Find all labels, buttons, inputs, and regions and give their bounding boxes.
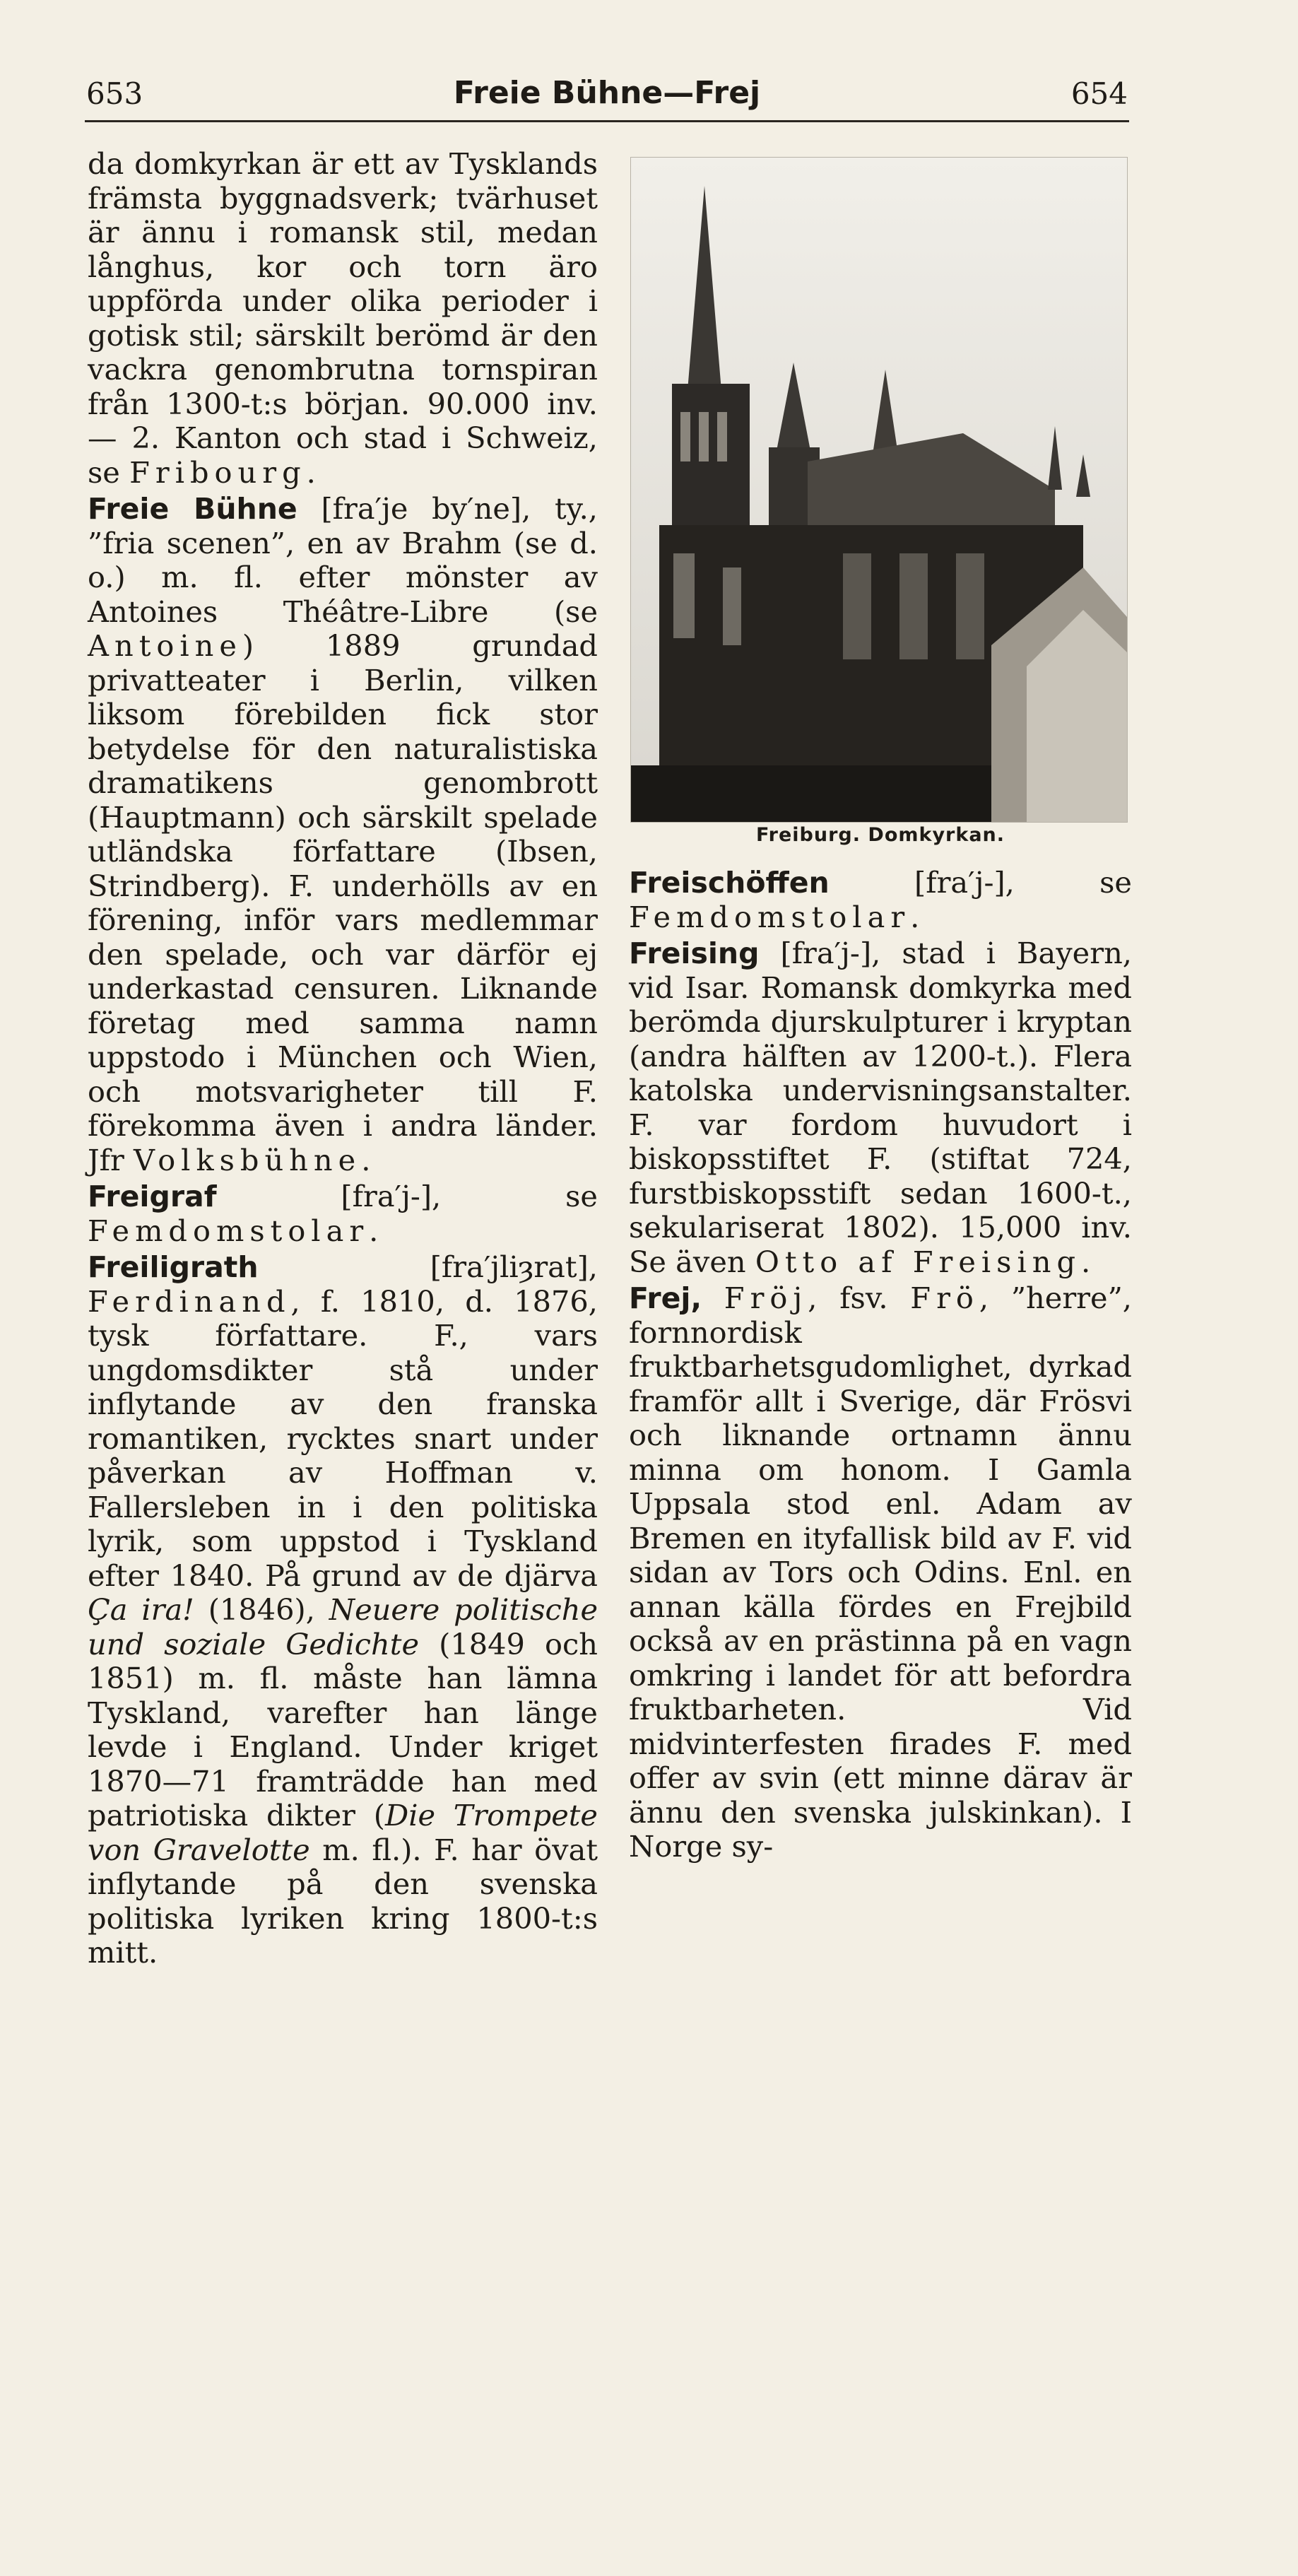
page-header <box>85 71 1129 122</box>
entry-continuation: da domkyrkan är ett av Tysklands främsta byggnadsverk; tvärhuset är ännu i romansk stil, medan långhus, kor och torn äro uppförda under olika perioder i gotisk stil; särskilt berömd är den vackra genombrutna tornspiran från 1300-t:s början. 90.000 inv. — 2. Kanton och stad i Schweiz, se Fribourg. <box>88 146 598 490</box>
entry-frej: Frej, Fröj, fsv. Frö, ”herre”, fornnordisk fruktbarhetsgudomlighet, dyrkad framför allt i Sverige, där Frösvi och liknande ortnamn ännu minna om honom. I Gamla Uppsala stod enl. Adam av Bremen en ityfallisk bild av F. vid sidan av Tors och Odins. Enl. en annan källa fördes en Frejbild också av en prästinna på en vagn omkring i landet för att befordra fruktbarheten. Vid midvinterfesten firades F. med offer av svin (ett minne därav är ännu den svenska julskinkan). I Norge sy- <box>629 1281 1132 1864</box>
entry-freischoffen: Freischöffen [fra′j-], se Femdomstolar. <box>629 865 1132 934</box>
cathedral-photo <box>630 157 1128 823</box>
page-number-left: 653 <box>86 76 143 111</box>
work-title: Die Trompete von Gravelotte <box>88 1798 598 1867</box>
cross-reference: Fribourg <box>129 454 307 490</box>
headword: Freising <box>629 936 760 970</box>
right-column <box>629 866 1132 2576</box>
left-column <box>88 146 598 1970</box>
figure-caption: Freiburg. Domkyrkan. <box>755 824 1005 846</box>
cross-reference: Otto af Freising <box>755 1244 1082 1279</box>
headword: Freie Bühne <box>88 492 297 526</box>
headword: Freischöffen <box>629 866 830 900</box>
entry-freiligrath: Freiligrath [fra′jliȝrat], Ferdinand, f. 1810, d. 1876, tysk författare. F., vars ungdomsdikter stå under inflytande av den franska romantiken, rycktes snart under påverkan av Hoffman v. Fallersleben in i den politiska lyrik, som uppstod i Tyskland efter 1840. På grund av de djärva Ça ira! (1846), Neuere politische und soziale Gedichte (1849 och 1851) m. fl. måste han lämna Tyskland, varefter han länge levde i England. Under kriget 1870—71 framträdde han med patriotiska dikter (Die Trompete von Gravelotte m. fl.). F. har övat inflytande på den svenska politiska lyriken kring 1800-t:s mitt. <box>88 1249 598 1970</box>
cross-reference: Femdomstolar <box>88 1213 370 1248</box>
cathedral-illustration <box>631 158 1127 822</box>
cross-reference: Frö <box>910 1281 979 1315</box>
entry-freising: Freising [fra′j-], stad i Bayern, vid Isar. Romansk domkyrka med berömda djurskulpturer i kryptan (andra hälften av 1200-t.). Flera katolska undervisningsanstalter. F. var fordom huvudort i biskopsstiftet F. (stiftat 724, furstbiskopsstift sedan 1600-t., sekulariserat 1802). 15,000 inv. Se även Otto af Freising. <box>629 936 1132 1279</box>
person-name: Ferdinand <box>88 1283 291 1319</box>
headword: Frej, <box>629 1281 702 1315</box>
work-title: Neuere politische und soziale Gedichte <box>88 1592 598 1662</box>
entry-freie-buhne: Freie Bühne [fra′je by′ne], ty., ”fria scenen”, en av Brahm (se d. o.) m. fl. efter mönster av Antoines Théâtre-Libre (se Antoine) 1889 grundad privatteater i Berlin, vilken liksom förebilden fick stor betydelse för den naturalistiska dramatikens genombrott (Hauptmann) och särskilt spelade utländska författare (Ibsen, Strindberg). F. underhölls av en förening, inför vars medlemmar den spelade, och var därför ej underkastad censuren. Liknande företag med samma namn uppstodo i München och Wien, och motsvarigheter till F. förekomma även i andra länder. Jfr Volksbühne. <box>88 491 598 1177</box>
headword: Freigraf <box>88 1180 217 1213</box>
entry-freigraf: Freigraf [fra′j-], se Femdomstolar. <box>88 1179 598 1248</box>
work-title: Ça ira! <box>88 1592 194 1627</box>
page-number-right: 654 <box>1070 76 1128 111</box>
running-title: Freie Bühne—Frej <box>453 75 761 111</box>
cross-reference: Volksbühne <box>134 1142 362 1177</box>
headword: Freiligrath <box>88 1250 259 1284</box>
cross-reference: Fröj <box>724 1281 808 1315</box>
cross-reference: Femdomstolar <box>629 899 911 934</box>
cross-reference: Antoine <box>88 628 242 663</box>
